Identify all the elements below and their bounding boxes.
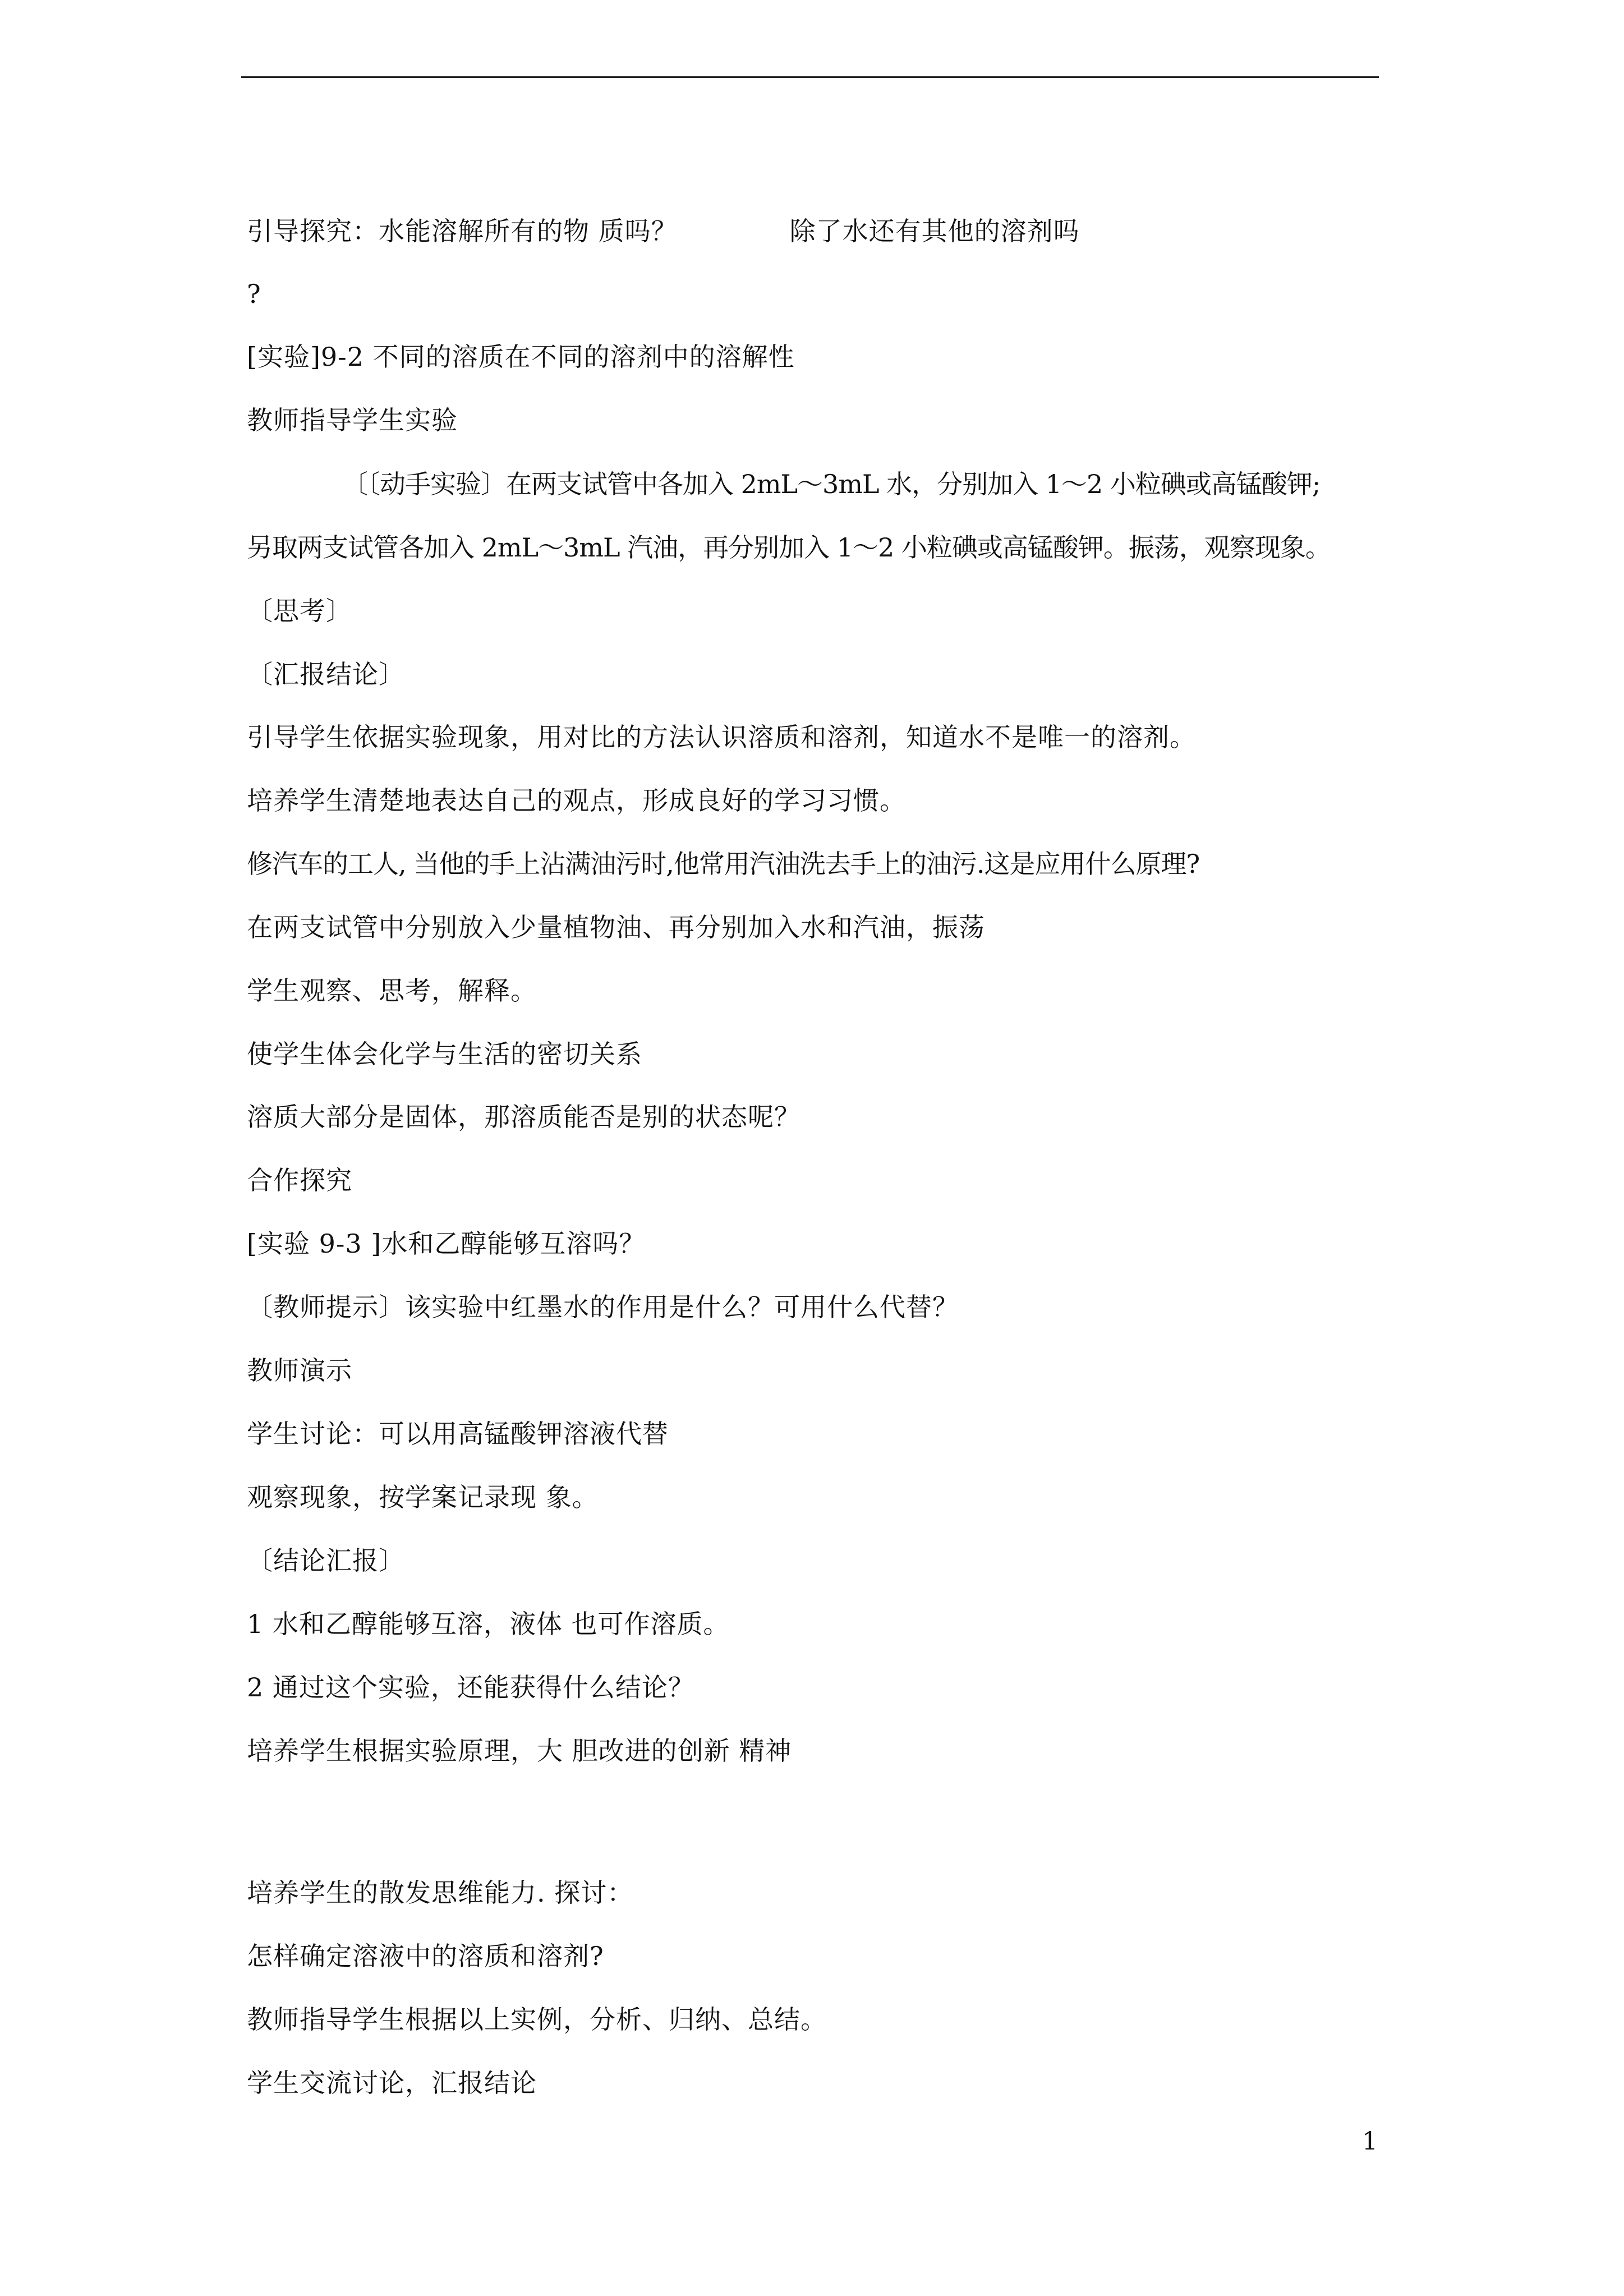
text-line-27: 怎样确定溶液中的溶质和溶剂?: [247, 1941, 604, 1971]
text-line-28: 教师指导学生根据以上实例，分析、归纳、总结。: [247, 2004, 827, 2035]
text-line-5: 〔〔动手实验〕在两支试管中各加入 2mL～3mL 水，分别加入 1～2 小粒碘或高锰酸钾;: [342, 469, 1321, 499]
text-line-7: 〔思考〕: [247, 596, 352, 626]
text-line-9: 引导学生依据实验现象，用对比的方法认识溶质和溶剂，知道水不是唯一的溶剂。: [247, 722, 1196, 752]
text-line-20: 学生讨论：可以用高锰酸钾溶液代替: [247, 1419, 669, 1449]
text-line-23: 1 水和乙醇能够互溶，液体 也可作溶质。: [247, 1609, 730, 1639]
text-line-3: [实验]9-2 不同的溶质在不同的溶剂中的溶解性: [247, 342, 795, 372]
text-line-16: 合作探究: [247, 1165, 352, 1195]
text-line-8: 〔汇报结论〕: [247, 659, 405, 689]
text-line-15: 溶质大部分是固体，那溶质能否是别的状态呢？: [247, 1102, 801, 1132]
text-line-2: ?: [247, 279, 261, 309]
text-line-4: 教师指导学生实验: [247, 405, 458, 435]
text-line-6: 另取两支试管各加入 2mL～3mL 汽油，再分别加入 1～2 小粒碘或高锰酸钾。振荡，观察现象。: [247, 532, 1331, 563]
text-line-24: 2 通过这个实验，还能获得什么结论？: [247, 1672, 694, 1703]
text-line-29: 学生交流讨论，汇报结论: [247, 2068, 537, 2098]
text-line-1-part-b: 除了水还有其他的溶剂吗: [789, 216, 1080, 246]
text-line-13: 学生观察、思考，解释。: [247, 976, 537, 1006]
header-rule: [241, 76, 1379, 78]
text-line-17: [实验 9-3 ]水和乙醇能够互溶吗？: [247, 1228, 646, 1259]
text-line-26: 培养学生的散发思维能力. 探讨：: [247, 1878, 634, 1908]
text-line-21: 观察现象，按学案记录现 象。: [247, 1482, 599, 1512]
text-line-1: [247, 214, 1080, 248]
text-line-14: 使学生体会化学与生活的密切关系: [247, 1039, 642, 1069]
text-line-10: 培养学生清楚地表达自己的观点，形成良好的学习习惯。: [247, 785, 906, 816]
text-line-18: 〔教师提示〕该实验中红墨水的作用是什么？可用什么代替？: [247, 1292, 959, 1322]
page-number: 1: [1362, 2127, 1378, 2156]
text-line-25: 培养学生根据实验原理，大 胆改进的创新 精神: [247, 1736, 792, 1766]
text-line-1-part-a: 引导探究：水能溶解所有的物 质吗？: [247, 216, 678, 246]
text-line-19: 教师演示: [247, 1355, 352, 1386]
text-line-22: 〔结论汇报〕: [247, 1545, 405, 1576]
text-line-11: 修汽车的工人, 当他的手上沾满油污时,他常用汽油洗去手上的油污.这是应用什么原理?: [247, 849, 1200, 879]
text-line-12: 在两支试管中分别放入少量植物油、再分别加入水和汽油，振荡: [247, 912, 985, 942]
